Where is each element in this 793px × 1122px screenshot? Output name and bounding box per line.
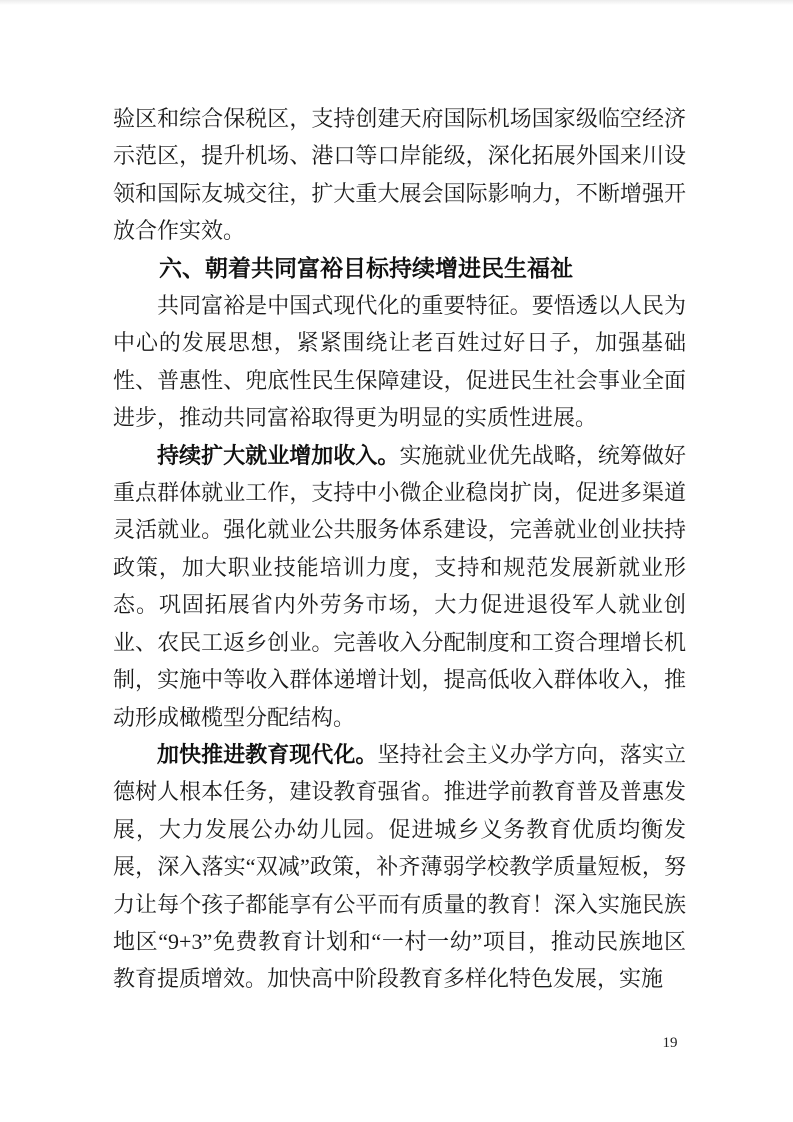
paragraph-text: 共同富裕是中国式现代化的重要特征。要悟透以人民为中心的发展思想，紧紧围绕让老百姓过好日子，加强基础性、普惠性、兜底性民生保障建设，促进民生社会事业全面进步，推动共同富裕取得更为明显的实质性进展。 <box>113 293 686 431</box>
page-number: 19 <box>662 1035 678 1051</box>
paragraph-lead-employment: 持续扩大就业增加收入。 <box>157 442 400 468</box>
paragraph-employment-income <box>113 437 686 736</box>
section-heading-common-prosperity: 六、朝着共同富裕目标持续增进民生福祉 <box>159 254 573 281</box>
paragraph-continued-open-cooperation <box>113 100 686 250</box>
paragraph-education-modernization <box>113 736 686 998</box>
paragraph-text: 实施就业优先战略，统筹做好重点群体就业工作，支持中小微企业稳岗扩岗，促进多渠道灵活就业。强化就业公共服务体系建设，完善就业创业扶持政策，加大职业技能培训力度，支持和规范发展新就业形态。巩固拓展省内外劳务市场，大力促进退役军人就业创业、农民工返乡创业。完善收入分配制度和工资合理增长机制，实施中等收入群体递增计划，提高低收入群体收入，推动形成橄榄型分配结构。 <box>113 442 686 730</box>
paragraph-text: 坚持社会主义办学方向，落实立德树人根本任务，建设教育强省。推进学前教育普及普惠发展，大力发展公办幼儿园。促进城乡义务教育优质均衡发展，深入落实“双减”政策，补齐薄弱学校教学质量短板，努力让每个孩子都能享有公平而有质量的教育！深入实施民族地区“9+3”免费教育计划和“一村一幼”项目，推动民族地区教育提质增效。加快高中阶段教育多样化特色发展，实施 <box>113 741 686 992</box>
paragraph-text: 验区和综合保税区，支持创建天府国际机场国家级临空经济示范区，提升机场、港口等口岸能级，深化拓展外国来川设领和国际友城交往，扩大重大展会国际影响力，不断增强开放合作实效。 <box>113 106 686 244</box>
paragraph-lead-education: 加快推进教育现代化。 <box>157 741 378 767</box>
paragraph-common-prosperity <box>113 287 686 437</box>
document-body <box>113 100 686 998</box>
